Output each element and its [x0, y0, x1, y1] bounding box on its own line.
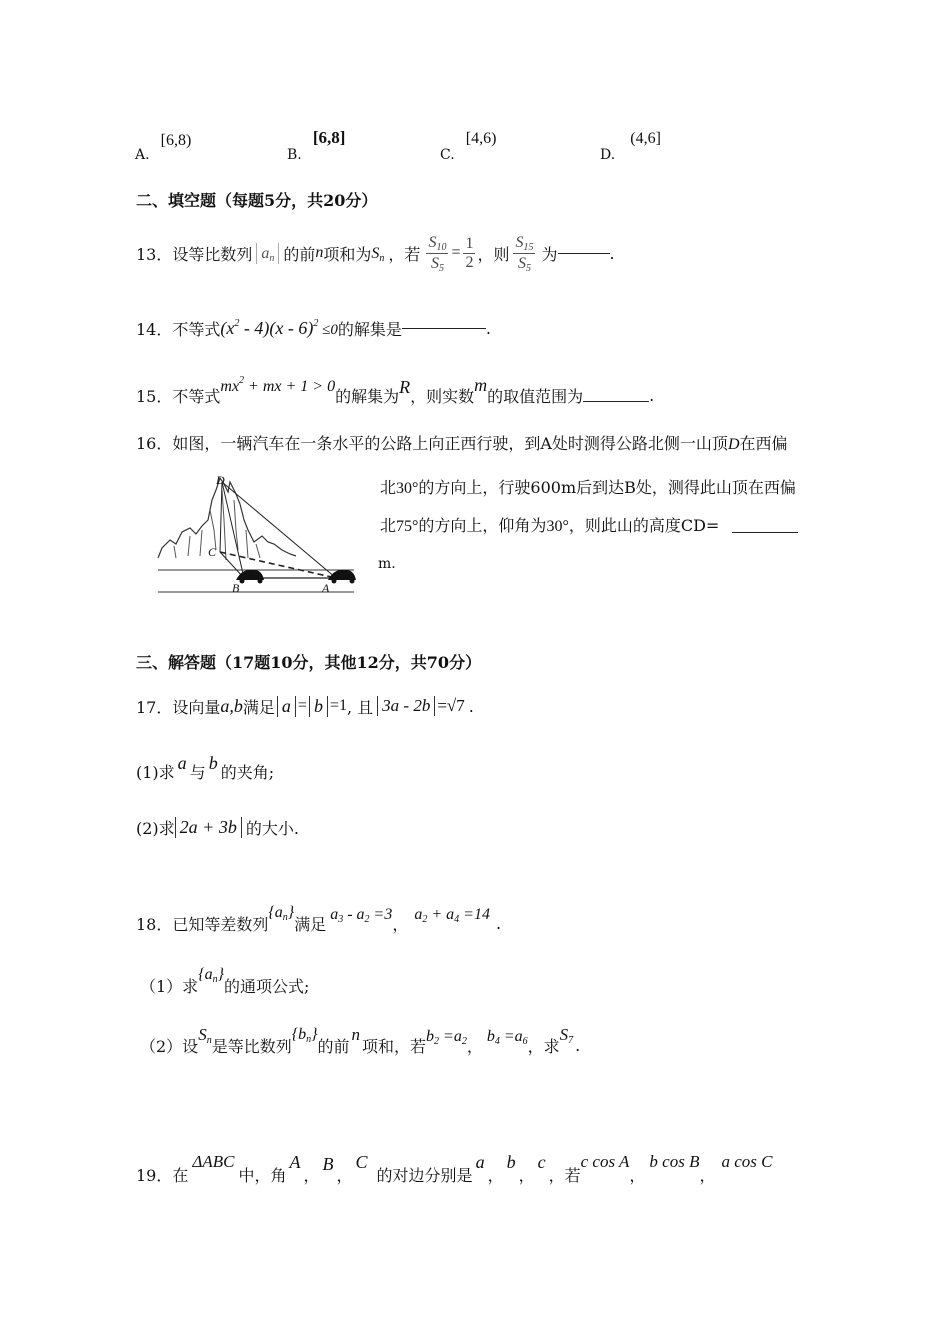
section-3-heading: 三、解答题（17题10分，其他12分，共70分）	[136, 653, 482, 672]
q18-sequence: $\{a_n\}$	[268, 903, 295, 923]
q17-norm-expr: 3a - 2b	[377, 696, 435, 716]
q19-triangle: ΔABC	[192, 1152, 235, 1171]
question-17-part-1: (1)求 a 与 b 的夹角;	[136, 752, 275, 782]
section-2-heading: 二、填空题（每题5分，共20分）	[136, 191, 378, 210]
q17-text-2: 满足	[242, 697, 275, 717]
q13-text-2: 的前	[283, 244, 316, 264]
q14-answer-blank	[402, 328, 486, 329]
q15-answer-blank	[583, 401, 649, 402]
question-16-line-4: m.	[378, 556, 396, 572]
label-B: B	[232, 581, 240, 595]
q15-end: .	[649, 385, 655, 405]
q13-text-1: 设等比数列	[172, 244, 253, 264]
choice-d-value: (4,6]	[630, 130, 661, 147]
choice-b-value: [6,8]	[312, 128, 346, 147]
question-15	[136, 372, 654, 406]
q17-norm-a: a	[277, 696, 296, 717]
q15-text-2: 的解集为	[335, 386, 400, 406]
segment-D-B	[222, 482, 244, 578]
choice-c	[440, 128, 497, 163]
q18-condition-2: $a_2 + a_4 =14$	[414, 905, 490, 925]
choice-b-label: B.	[287, 147, 302, 163]
q16-number: 16．	[136, 434, 173, 453]
segment-D-A	[222, 482, 336, 578]
choice-c-value: [4,6)	[465, 130, 497, 147]
mountain-figure	[150, 470, 360, 600]
car-B-icon	[236, 570, 264, 580]
question-16-line-3: 北75°的方向上，仰角为30°，则此山的高度CD=	[380, 513, 798, 536]
q13-fraction-3: $\frac{S_{15}}{S_5}$	[515, 233, 534, 274]
question-18: 18． 已知等差数列 $\{a_n\}$ 满足 $a_3 - a_2 =3$ ， $a_2 + a_4 =14$ .	[136, 903, 502, 934]
q16-answer-blank	[732, 532, 798, 533]
mountain-texture	[174, 490, 260, 560]
question-17-part-2: (2)求 2a + 3b 的大小.	[136, 816, 299, 838]
q13-text-5: ，则	[477, 244, 510, 264]
q17-text-1: 设向量	[172, 697, 221, 717]
question-18-part-2: （2）设 $S_n$ 是等比数列 $\{b_n\}$ 的前 n 项和，若 $b_2 =a_2$ ， $b_4 =a_6$ ，求 $S_7$ .	[140, 1024, 581, 1056]
q13-sequence: $a_n$	[256, 243, 279, 264]
q17-norm-expr-2: 2a + 3b	[175, 817, 242, 838]
q14-number: 14．	[136, 319, 173, 339]
q15-m: m	[474, 374, 488, 395]
q13-sum: $S_n$	[371, 244, 385, 264]
question-14	[136, 313, 491, 343]
q18-condition-1: $a_3 - a_2 =3$	[330, 905, 393, 925]
q18-number: 18．	[136, 914, 173, 934]
question-16-line-1: 16．如图，一辆汽车在一条水平的公路上向正西行驶，到A处时测得公路北侧一山顶D在西偏	[136, 434, 788, 453]
question-18-part-1: （1）求 $\{a_n\}$ 的通项公式;	[140, 965, 310, 996]
q13-text-3: 项和为	[323, 244, 372, 264]
label-D: D	[216, 473, 225, 487]
q13-text-6: 为	[541, 244, 558, 264]
q15-R: R	[399, 376, 411, 397]
q17-number: 17．	[136, 697, 173, 717]
question-13	[136, 225, 615, 281]
q13-number: 13．	[136, 244, 173, 264]
choice-a-value: [6,8)	[160, 132, 192, 149]
segment-C-A	[220, 552, 336, 578]
choice-b	[287, 128, 346, 163]
q13-n: n	[315, 244, 324, 261]
question-16-line-2: 北30°的方向上，行驶600m后到达B处，测得此山顶在西偏	[380, 478, 796, 497]
mountain-outline	[158, 478, 296, 558]
label-C: C	[208, 545, 217, 559]
q17-end: .	[468, 696, 474, 716]
q14-text-2: 的解集是	[337, 319, 402, 339]
q17-text-3: , 且	[346, 697, 374, 717]
label-A: A	[322, 581, 330, 595]
q17-vectors: a,b	[220, 695, 243, 716]
q13-fraction-2: $\frac{1}{2}$	[465, 234, 474, 271]
q15-text-3: ，则实数	[410, 386, 475, 406]
q13-equals: =	[451, 244, 461, 261]
q13-fraction-1: $\frac{S_{10}}{S_5}$	[428, 233, 447, 274]
q15-text-1: 不等式	[172, 386, 221, 406]
q13-answer-blank	[558, 253, 610, 254]
q17-equals-1: =	[297, 697, 307, 714]
choice-d	[600, 128, 661, 163]
q14-text-1: 不等式	[172, 319, 221, 339]
q17-equals-2: =1	[329, 697, 347, 714]
q19-expr-2: b cos B	[649, 1152, 700, 1171]
choice-d-label: D.	[600, 147, 616, 163]
segment-D-C	[220, 482, 222, 552]
choice-a	[135, 130, 192, 163]
q16-D: D	[727, 436, 740, 453]
q14-end: .	[485, 318, 491, 338]
q19-number: 19．	[136, 1165, 173, 1185]
choice-c-label: C.	[440, 147, 455, 163]
q15-text-4: 的取值范围为	[487, 386, 584, 406]
q19-expr-1: c cos A	[580, 1152, 630, 1171]
choice-a-label: A.	[135, 147, 150, 163]
q14-expression: $(x^2 - 4)(x - 6)^2 \le 0$	[220, 317, 338, 338]
car-A-icon	[328, 570, 356, 580]
q15-number: 15．	[136, 386, 173, 406]
q13-text-4: ，若	[388, 244, 421, 264]
question-19: 19． 在 ΔABC 中，角 A ， B ， C 的对边分别是 a ， b ， c ，若 c cos A ， b cos B ， a cos C	[136, 1151, 773, 1185]
question-17	[136, 688, 474, 724]
q15-expression: $mx^2$ + mx + 1 > 0	[220, 374, 336, 395]
q17-norm-b: b	[309, 696, 328, 717]
q17-equals-3: =√7	[437, 696, 465, 715]
q13-end: .	[609, 243, 615, 263]
q19-expr-3: a cos C	[721, 1152, 773, 1171]
